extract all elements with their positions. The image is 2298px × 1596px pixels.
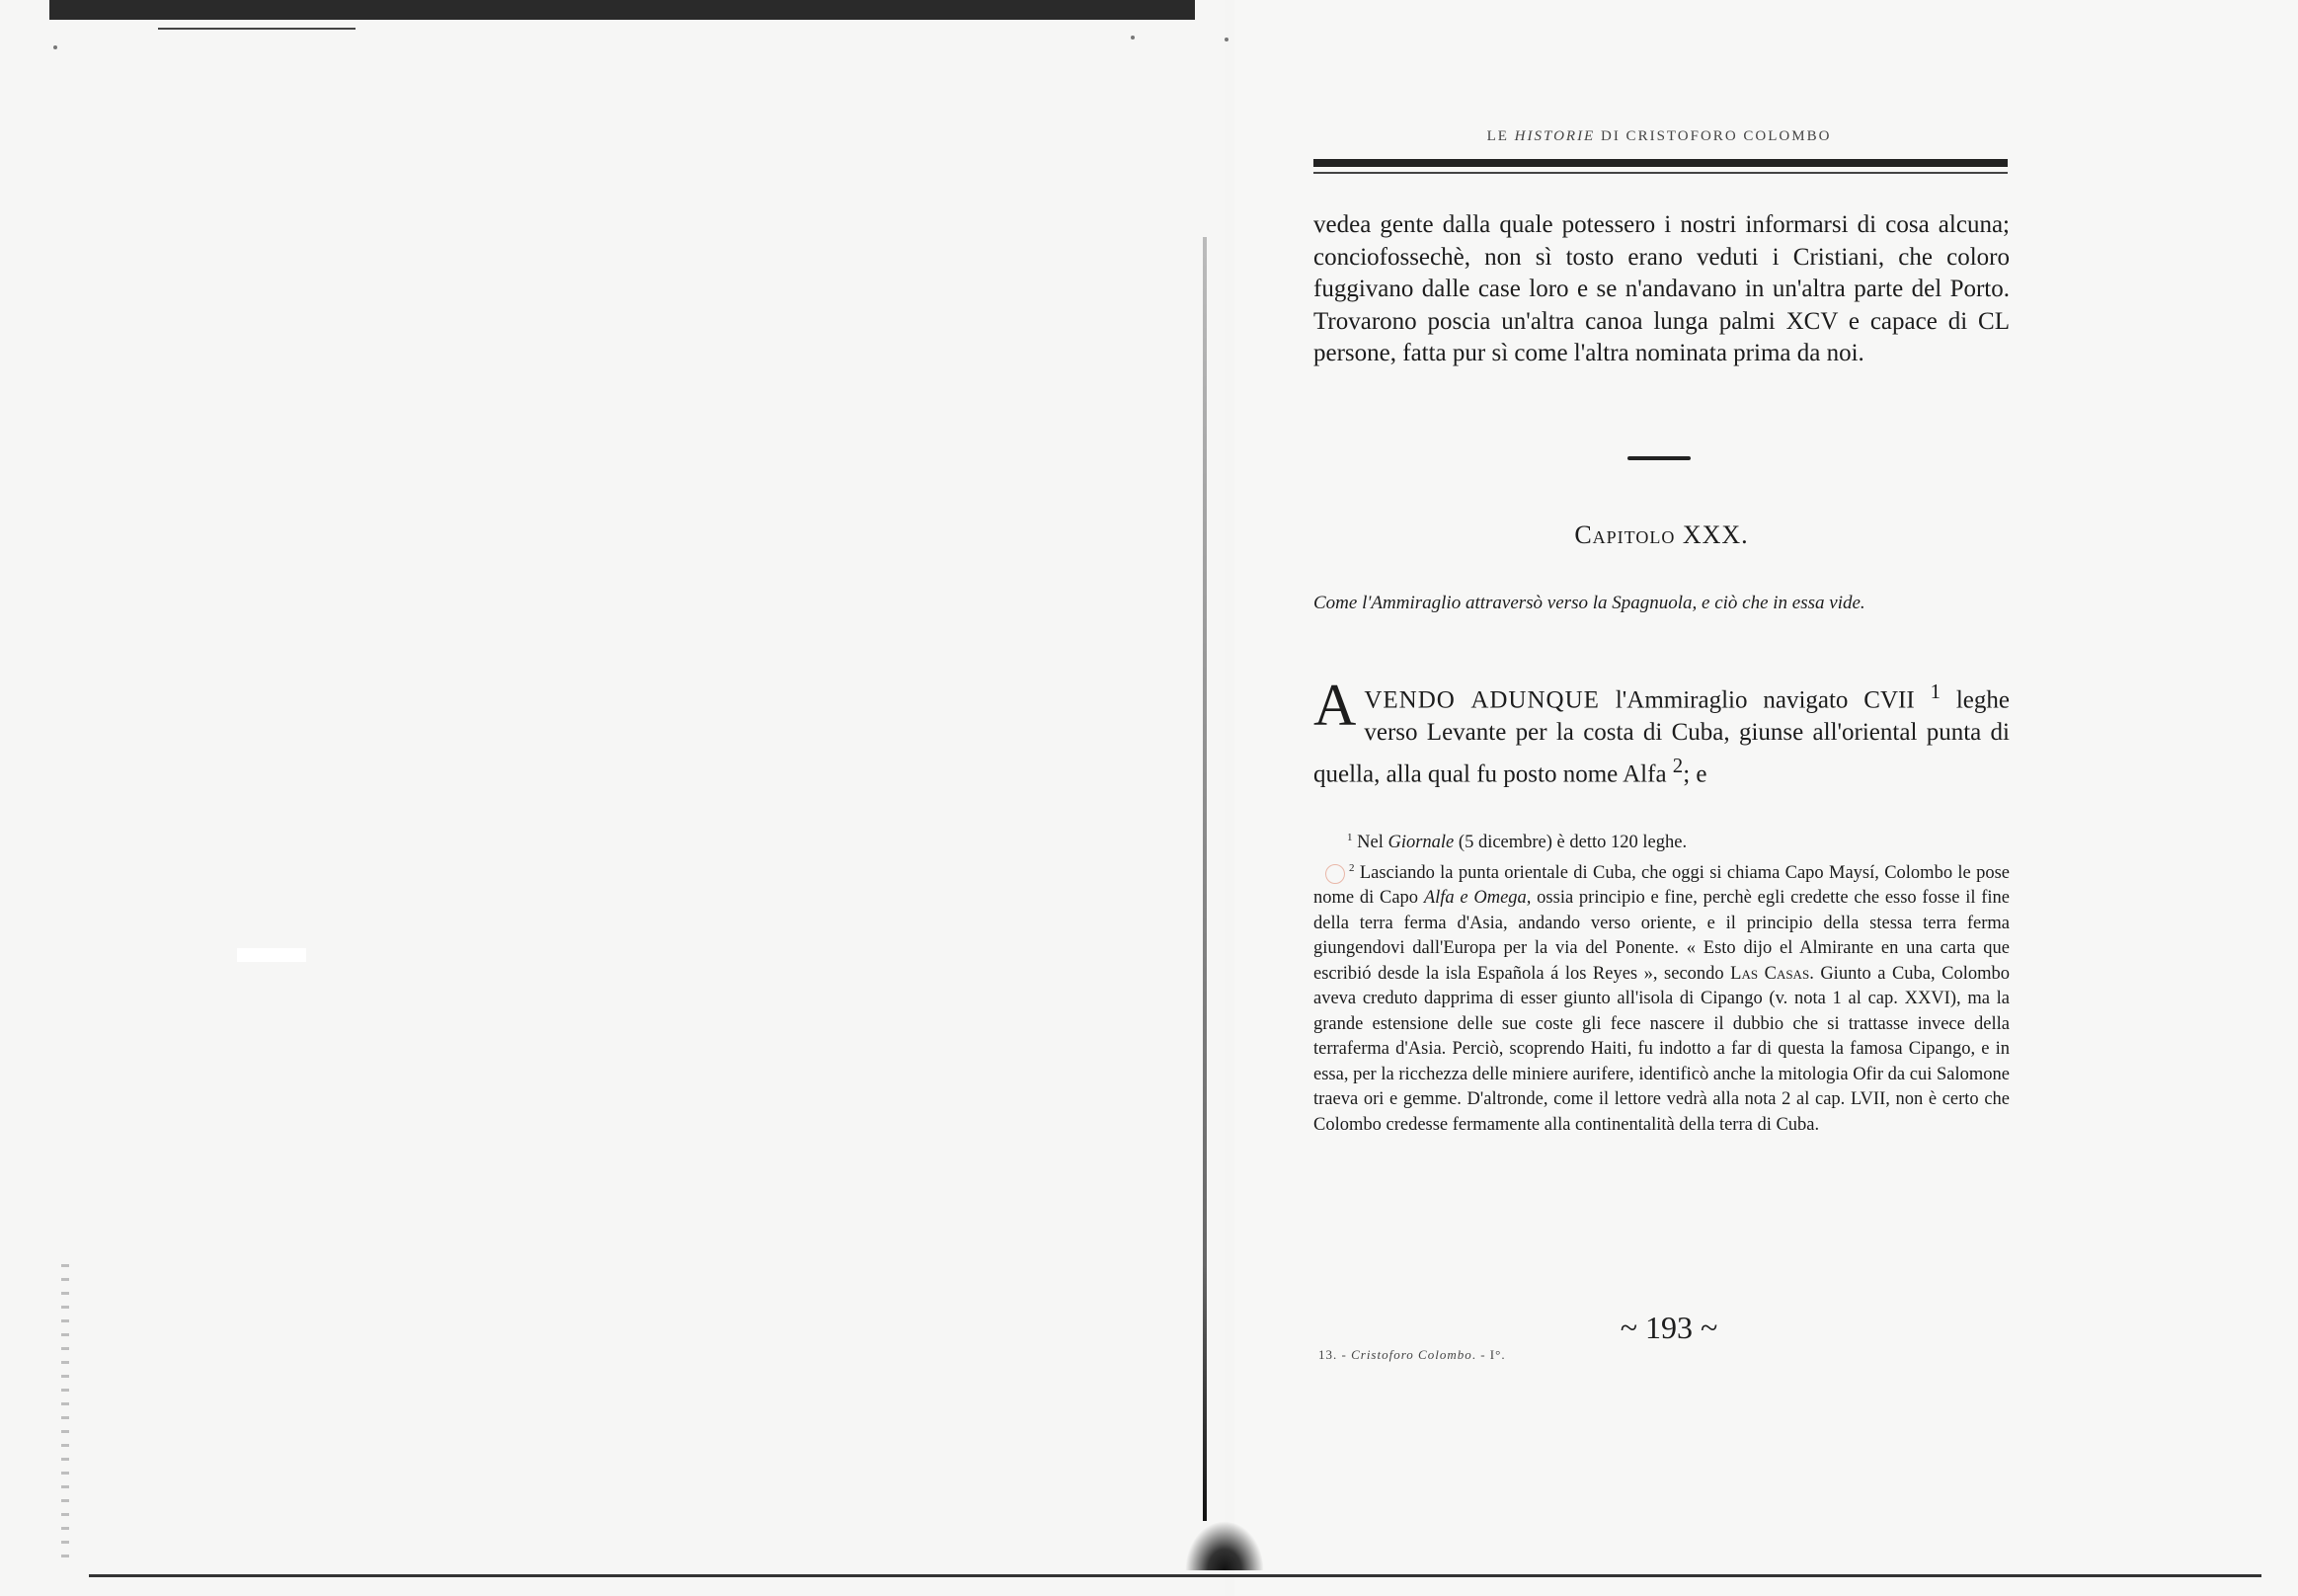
footnote-ref[interactable]: 2 bbox=[1672, 753, 1684, 777]
scan-speck bbox=[1131, 36, 1135, 40]
pencil-circle-mark bbox=[1325, 864, 1345, 884]
chapter-opening-paragraph: AVENDO ADUNQUE l'Ammiraglio navigato CVII $^1$ leghe verso Levante per la costa di Cuba, giunse all'oriental punta di quella, alla qual fu posto nome Alfa $^2$; e bbox=[1313, 673, 2010, 787]
chapter-title: Capitolo XXX. bbox=[1574, 520, 1749, 549]
scan-speck bbox=[1225, 38, 1228, 41]
footnote-1: $^1$ Nel Giornale (5 dicembre) è detto 120 leghe. bbox=[1347, 832, 1688, 853]
drop-cap: A bbox=[1313, 673, 1357, 738]
scan-top-rule bbox=[158, 28, 356, 30]
paragraph-continuation: vedea gente dalla quale potessero i nostri informarsi di cosa alcuna; conciofossechè, non sì tosto erano veduti i Cristiani, che coloro fuggivano dalle case loro e se n'andavano in un'altra parte del Porto. Trovarono poscia un'altra canoa lunga palmi XCV e capace di CL persone, fatta pur sì come l'altra nominata prima da noi. bbox=[1313, 211, 2010, 367]
running-head: LE HISTORIE DI CRISTOFORO COLOMBO bbox=[1486, 128, 1832, 144]
chapter-summary: Come l'Ammiraglio attraversò verso la Spagnuola, e ciò che in essa vide. bbox=[1313, 593, 1865, 613]
section-ornament bbox=[1627, 456, 1691, 460]
scan-speck bbox=[53, 45, 57, 49]
scan-bottom-edge bbox=[89, 1574, 2261, 1577]
footnote-2: $^2$ Lasciando la punta orientale di Cuba, che oggi si chiama Capo Maysí, Colombo le pose nome di Capo Alfa e Omega, ossia principio e fine, perchè egli credette che esso fosse il fine della terra ferma d'Asia, andando verso oriente, e il principio della stessa terra ferma giungendovi dall'Europa per la via del Ponente. « Esto dijo el Almirante en una carta que escribió desde la isla Española á los Reyes », secondo Las Casas. Giunto a Cuba, Colombo aveva creduto dapprima di esser giunto all'isola di Cipango (v. nota 1 al cap. XXVI), ma la grande estensione delle sue coste gli fece nascere il dubbio che si trattasse invece della terraferma d'Asia. Perciò, scoprendo Haiti, fu indotto a far di questa la famosa Cipango, e in essa, per la ricchezza delle miniere aurifere, identificò anche la mitologia Ofir da cui Salomone traeva ori e gemme. D'altronde, come il lettore vedrà alla nota 2 al cap. LVII, non è certo che Colombo credesse fermamente alla continentalità della terra di Cuba. bbox=[1313, 861, 2011, 1135]
book-spine-shadow bbox=[1185, 1521, 1264, 1570]
footnote-ref[interactable]: 1 bbox=[1930, 679, 1941, 703]
page-number: ~ 193 ~ bbox=[1620, 1310, 1718, 1345]
scan-smudge bbox=[237, 948, 306, 962]
printer-signature: 13. - Cristoforo Colombo. - I°. bbox=[1318, 1347, 1506, 1362]
scan-edge-marks bbox=[61, 1264, 69, 1560]
header-rule-thick bbox=[1313, 159, 2008, 167]
book-spine bbox=[1203, 237, 1207, 1521]
scan-top-edge bbox=[49, 0, 1195, 20]
footnotes bbox=[1313, 826, 2010, 1138]
header-rule-thin bbox=[1313, 172, 2008, 174]
